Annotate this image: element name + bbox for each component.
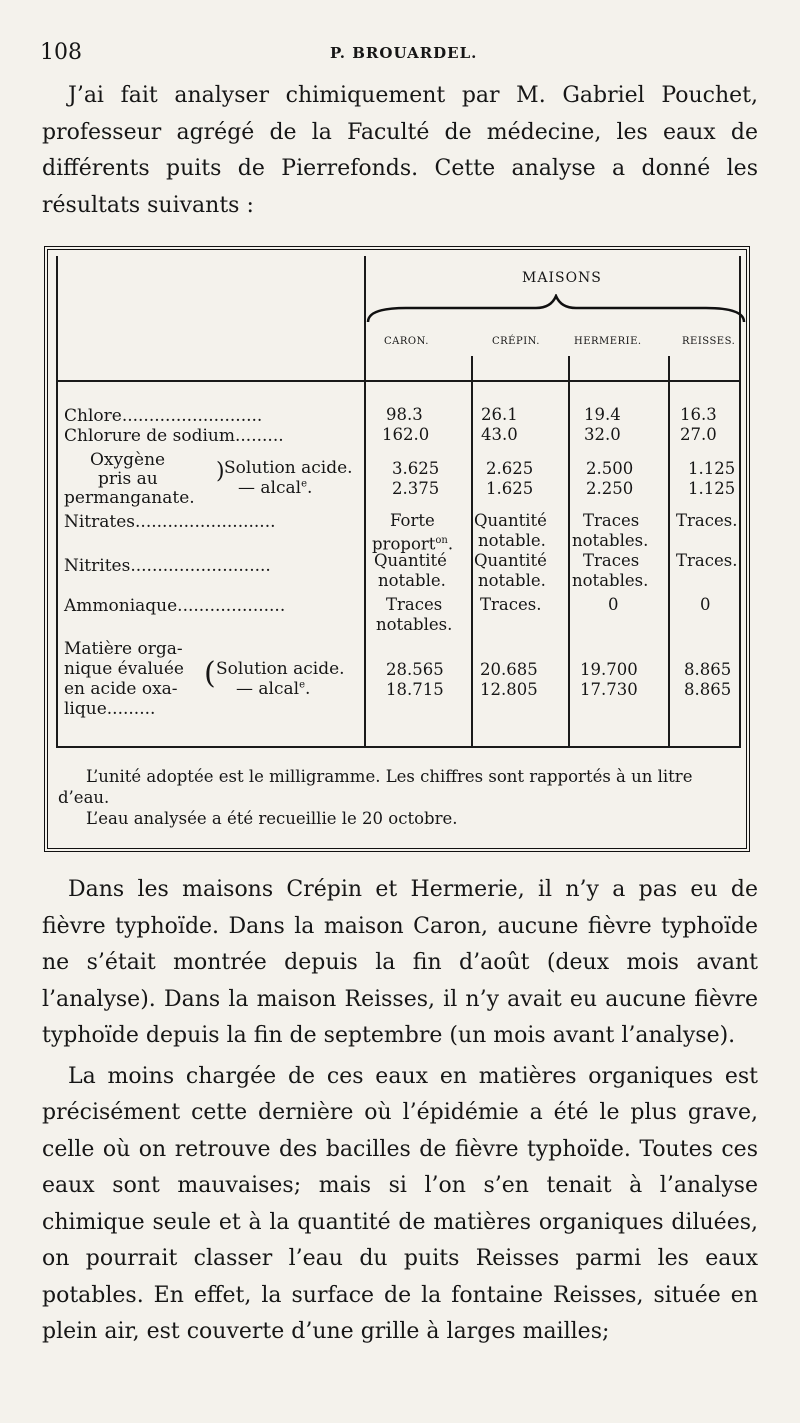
- table-grid: [56, 256, 740, 748]
- column-caron: CARON.: [384, 336, 429, 347]
- rule: [739, 256, 741, 748]
- cell: Quantité: [474, 551, 547, 570]
- running-head: P. BROUARDEL.: [330, 44, 478, 62]
- cell: Traces: [583, 511, 640, 530]
- cell: 27.0: [680, 425, 717, 444]
- rule: [364, 256, 366, 748]
- cell: Forte: [390, 511, 435, 530]
- row-sublabel: — alcal$^e$.: [236, 679, 311, 699]
- row-label: Nitrates..........................: [64, 512, 276, 532]
- row-sublabel: — alcal$^e$.: [238, 478, 313, 498]
- cell: 16.3: [680, 405, 717, 424]
- cell: notables.: [572, 531, 649, 550]
- cell: Traces: [583, 551, 640, 570]
- cell: 19.700: [580, 660, 638, 679]
- table-note: L’unité adoptée est le milligramme. Les chiffres sont rapportés à un litre d’eau.: [58, 767, 693, 807]
- cell: Quantité: [374, 551, 447, 570]
- row-label: Oxygène: [90, 450, 166, 470]
- header-rule: [56, 380, 740, 382]
- row-label: Matière orga-: [64, 639, 183, 659]
- rule: [668, 356, 670, 748]
- cell: Quantité: [474, 511, 547, 530]
- cell: 32.0: [584, 425, 621, 444]
- cell: 8.865: [684, 680, 732, 699]
- cell: 2.250: [586, 479, 634, 498]
- row-label: lique.........: [64, 699, 156, 719]
- cell: 2.375: [392, 479, 440, 498]
- row-label: Nitrites..........................: [64, 556, 271, 576]
- brace-glyph: (: [204, 656, 216, 691]
- brace-glyph: ): [216, 459, 225, 484]
- cell: notable.: [478, 531, 546, 550]
- cell: 19.4: [584, 405, 621, 424]
- group-header: MAISONS: [522, 270, 602, 286]
- row-label: en acide oxa-: [64, 679, 178, 699]
- row-label: permanganate.: [64, 488, 195, 508]
- row-label: pris au: [98, 469, 158, 489]
- cell: 28.565: [386, 660, 444, 679]
- cell: 17.730: [580, 680, 638, 699]
- cell: 8.865: [684, 660, 732, 679]
- cell: Traces: [386, 595, 443, 614]
- cell: 2.500: [586, 459, 634, 478]
- table-note: L’eau analysée a été recueillie le 20 octobre.: [86, 809, 458, 828]
- row-label: Chlore..........................: [64, 406, 263, 426]
- paragraph: Dans les maisons Crépin et Hermerie, il n’y a pas eu de fièvre typhoïde. Dans la maison Caron, aucune fièvre typhoïde ne s’était montrée depuis la fin d’août (deux mois avant l’analyse). Dans la maison Reisses, il n’y avait eu aucune fièvre typhoïde depuis la fin de septembre (un mois avant l’analyse).: [42, 877, 758, 1048]
- analysis-table: [44, 246, 750, 852]
- body-text: [42, 872, 758, 1351]
- cell: Traces.: [480, 595, 542, 614]
- cell: 1.125: [688, 459, 736, 478]
- cell: 18.715: [386, 680, 444, 699]
- cell: 0: [608, 595, 619, 614]
- rule: [56, 256, 58, 748]
- cell: 12.805: [480, 680, 538, 699]
- cell: 98.3: [386, 405, 423, 424]
- cell: 162.0: [382, 425, 430, 444]
- page-header: [40, 38, 750, 68]
- cell: notable.: [378, 571, 446, 590]
- row-label: nique évaluée: [64, 659, 184, 679]
- cell: Traces.: [676, 511, 738, 530]
- column-crepin: CRÉPIN.: [492, 336, 540, 347]
- paragraph: La moins chargée de ces eaux en matières organiques est précisément cette dernière où l’épidémie a été le plus grave, celle où on retrouve des bacilles de fièvre typhoïde. Toutes ces eaux sont mauvaises; mais si l’on s’en tenait à l’analyse chimique seule et à la quantité de matières organiques diluées, on pourrait classer l’eau du puits Reisses parmi les eaux potables. En effet, la surface de la fontaine Reisses, située en plein air, est couverte d’une grille à larges mailles;: [42, 1063, 758, 1344]
- cell: 26.1: [481, 405, 518, 424]
- row-sublabel: Solution acide.: [216, 659, 345, 679]
- intro-paragraph: [42, 78, 758, 224]
- cell: notables.: [572, 571, 649, 590]
- cell: 3.625: [392, 459, 440, 478]
- brace-decoration: [366, 294, 746, 324]
- rule: [568, 356, 570, 748]
- cell: notable.: [478, 571, 546, 590]
- cell: notables.: [376, 615, 453, 634]
- cell: 1.625: [486, 479, 534, 498]
- cell: proport$^{on}$.: [372, 534, 454, 554]
- rule: [471, 356, 473, 748]
- column-reisses: REISSES.: [682, 336, 736, 347]
- row-label: Chlorure de sodium.........: [64, 426, 284, 446]
- footer-rule: [56, 746, 740, 748]
- cell: 20.685: [480, 660, 538, 679]
- page-number: 108: [40, 40, 82, 65]
- cell: 43.0: [481, 425, 518, 444]
- row-sublabel: Solution acide.: [224, 458, 353, 478]
- cell: 0: [700, 595, 711, 614]
- column-hermerie: HERMERIE.: [574, 336, 642, 347]
- cell: Traces.: [676, 551, 738, 570]
- cell: 1.125: [688, 479, 736, 498]
- intro-text: J’ai fait analyser chimiquement par M. Gabriel Pouchet, professeur agrégé de la Faculté de médecine, les eaux de différents puits de Pierrefonds. Cette analyse a donné les résultats suivants :: [42, 83, 758, 218]
- row-label: Ammoniaque....................: [64, 596, 286, 616]
- cell: 2.625: [486, 459, 534, 478]
